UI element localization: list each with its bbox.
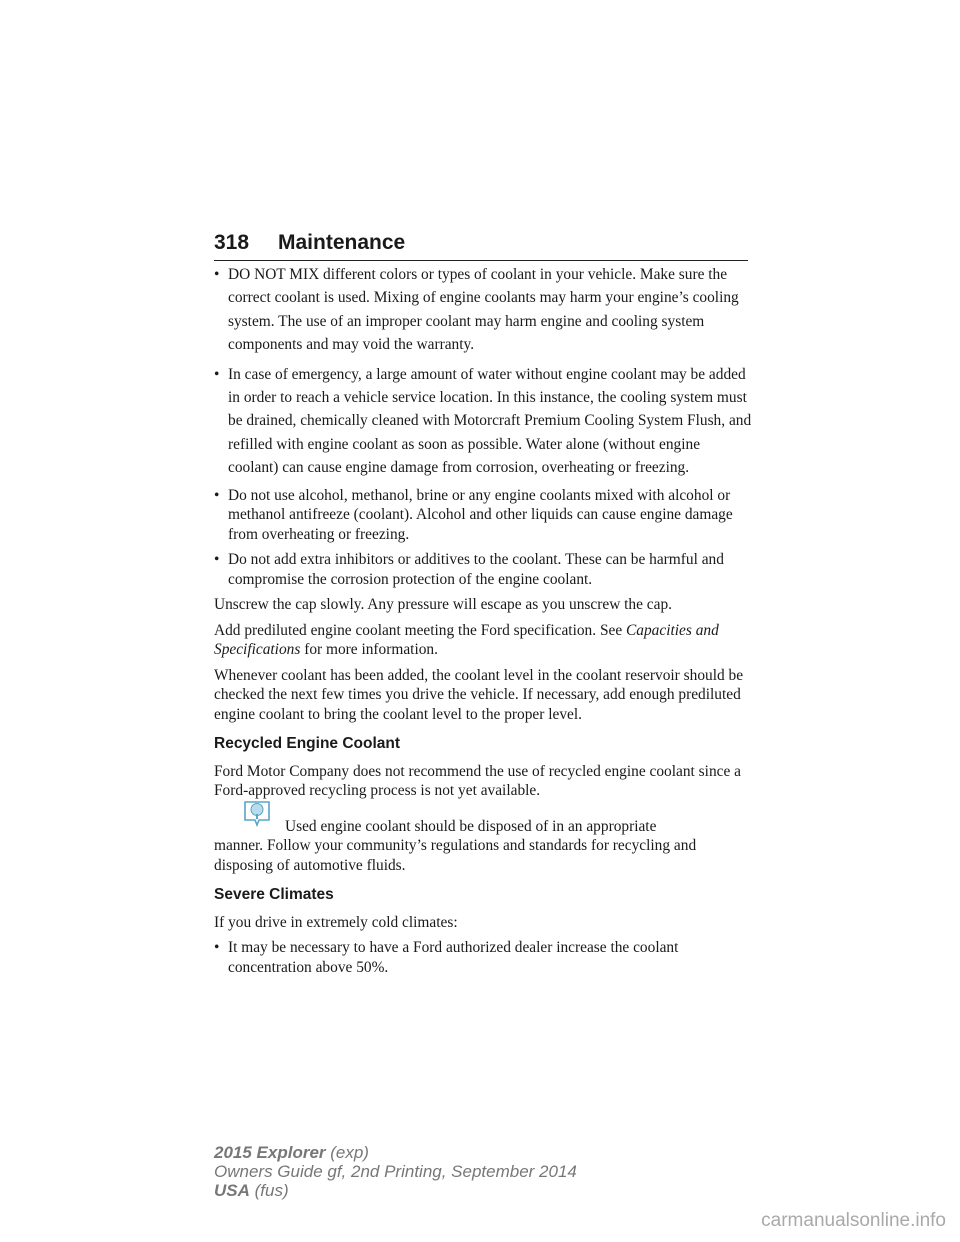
bullet-dot: • <box>214 939 220 957</box>
paragraph-add-coolant <box>214 621 754 660</box>
heading-severe-climates: Severe Climates <box>214 886 334 904</box>
paragraph-severe-intro: If you drive in extremely cold climates: <box>214 913 458 931</box>
paragraph-unscrew-cap: Unscrew the cap slowly. Any pressure will escape as you unscrew the cap. <box>214 596 673 614</box>
footer-market: USA <box>214 1181 250 1200</box>
environment-note-first-line: Used engine coolant should be disposed of in an appropriate <box>285 817 657 835</box>
bullet-dot: • <box>214 365 220 383</box>
footer-line-guide: Owners Guide gf, 2nd Printing, September 2014 <box>214 1162 577 1181</box>
bullet-dot: • <box>214 266 220 283</box>
bullet-text: Do not use alcohol, methanol, brine or any engine coolants mixed with alcohol or methanol antifreeze (coolant). Alcohol and other liquids can cause engine damage from overheating or freezing. <box>228 486 733 543</box>
capacities-reference: Capacities and Specifications <box>214 621 719 659</box>
bullet-item <box>214 263 754 357</box>
environment-tree-icon <box>242 799 272 827</box>
heading-recycled-coolant: Recycled Engine Coolant <box>214 735 401 753</box>
bullet-text: Do not add extra inhibitors or additives to the coolant. These can be harmful and compromise the corrosion protection of the engine coolant. <box>228 551 724 588</box>
add-coolant-text: Add prediluted engine coolant meeting the Ford specification. See <box>214 621 627 639</box>
page-content <box>214 263 754 983</box>
bullet-item <box>214 363 754 480</box>
paragraph-recycled: Ford Motor Company does not recommend the use of recycled engine coolant since a Ford-approved recycling process is not yet available. <box>214 762 741 800</box>
footer-line-market <box>214 1181 577 1200</box>
section-title: Maintenance <box>278 231 406 254</box>
page-number: 318 <box>214 231 250 254</box>
footer-market-code: (fus) <box>249 1181 289 1200</box>
environment-note <box>214 817 754 876</box>
environment-note-rest: manner. Follow your community’s regulations and standards for recycling and disposing of automotive fluids. <box>214 837 697 874</box>
bullet-item <box>214 938 754 977</box>
footer-model-code: (exp) <box>325 1143 369 1162</box>
paragraph-coolant-check: Whenever coolant has been added, the coolant level in the coolant reservoir should be checked the next few times you drive the vehicle. If necessary, add enough prediluted engine coolant to bring the coolant level to the proper level. <box>214 666 744 723</box>
bullet-item <box>214 486 754 545</box>
page-header <box>214 230 748 261</box>
watermark: carmanualsonline.info <box>761 1210 946 1231</box>
footer-model: 2015 Explorer <box>214 1143 326 1162</box>
bullet-text: It may be necessary to have a Ford authorized dealer increase the coolant concentration above 50%. <box>228 939 679 976</box>
document-footer <box>214 1143 577 1200</box>
bullet-text: DO NOT MIX different colors or types of coolant in your vehicle. Make sure the correct coolant is used. Mixing of engine coolants may harm your engine’s cooling system. The use of an improper coolant may harm engine and cooling system components and may void the warranty. <box>228 266 739 354</box>
bullet-text: In case of emergency, a large amount of water without engine coolant may be added in order to reach a vehicle service location. In this instance, the cooling system must be drained, chemically cleaned with Motorcraft Premium Cooling System Flush, and refilled with engine coolant as soon as possible. Water alone (without engine coolant) can cause engine damage from corrosion, overheating or freezing. <box>228 365 752 477</box>
bullet-item <box>214 550 754 589</box>
add-coolant-after: for more information. <box>300 641 438 659</box>
footer-line-model <box>214 1143 577 1162</box>
bullet-dot: • <box>214 551 220 569</box>
bullet-dot: • <box>214 486 220 504</box>
